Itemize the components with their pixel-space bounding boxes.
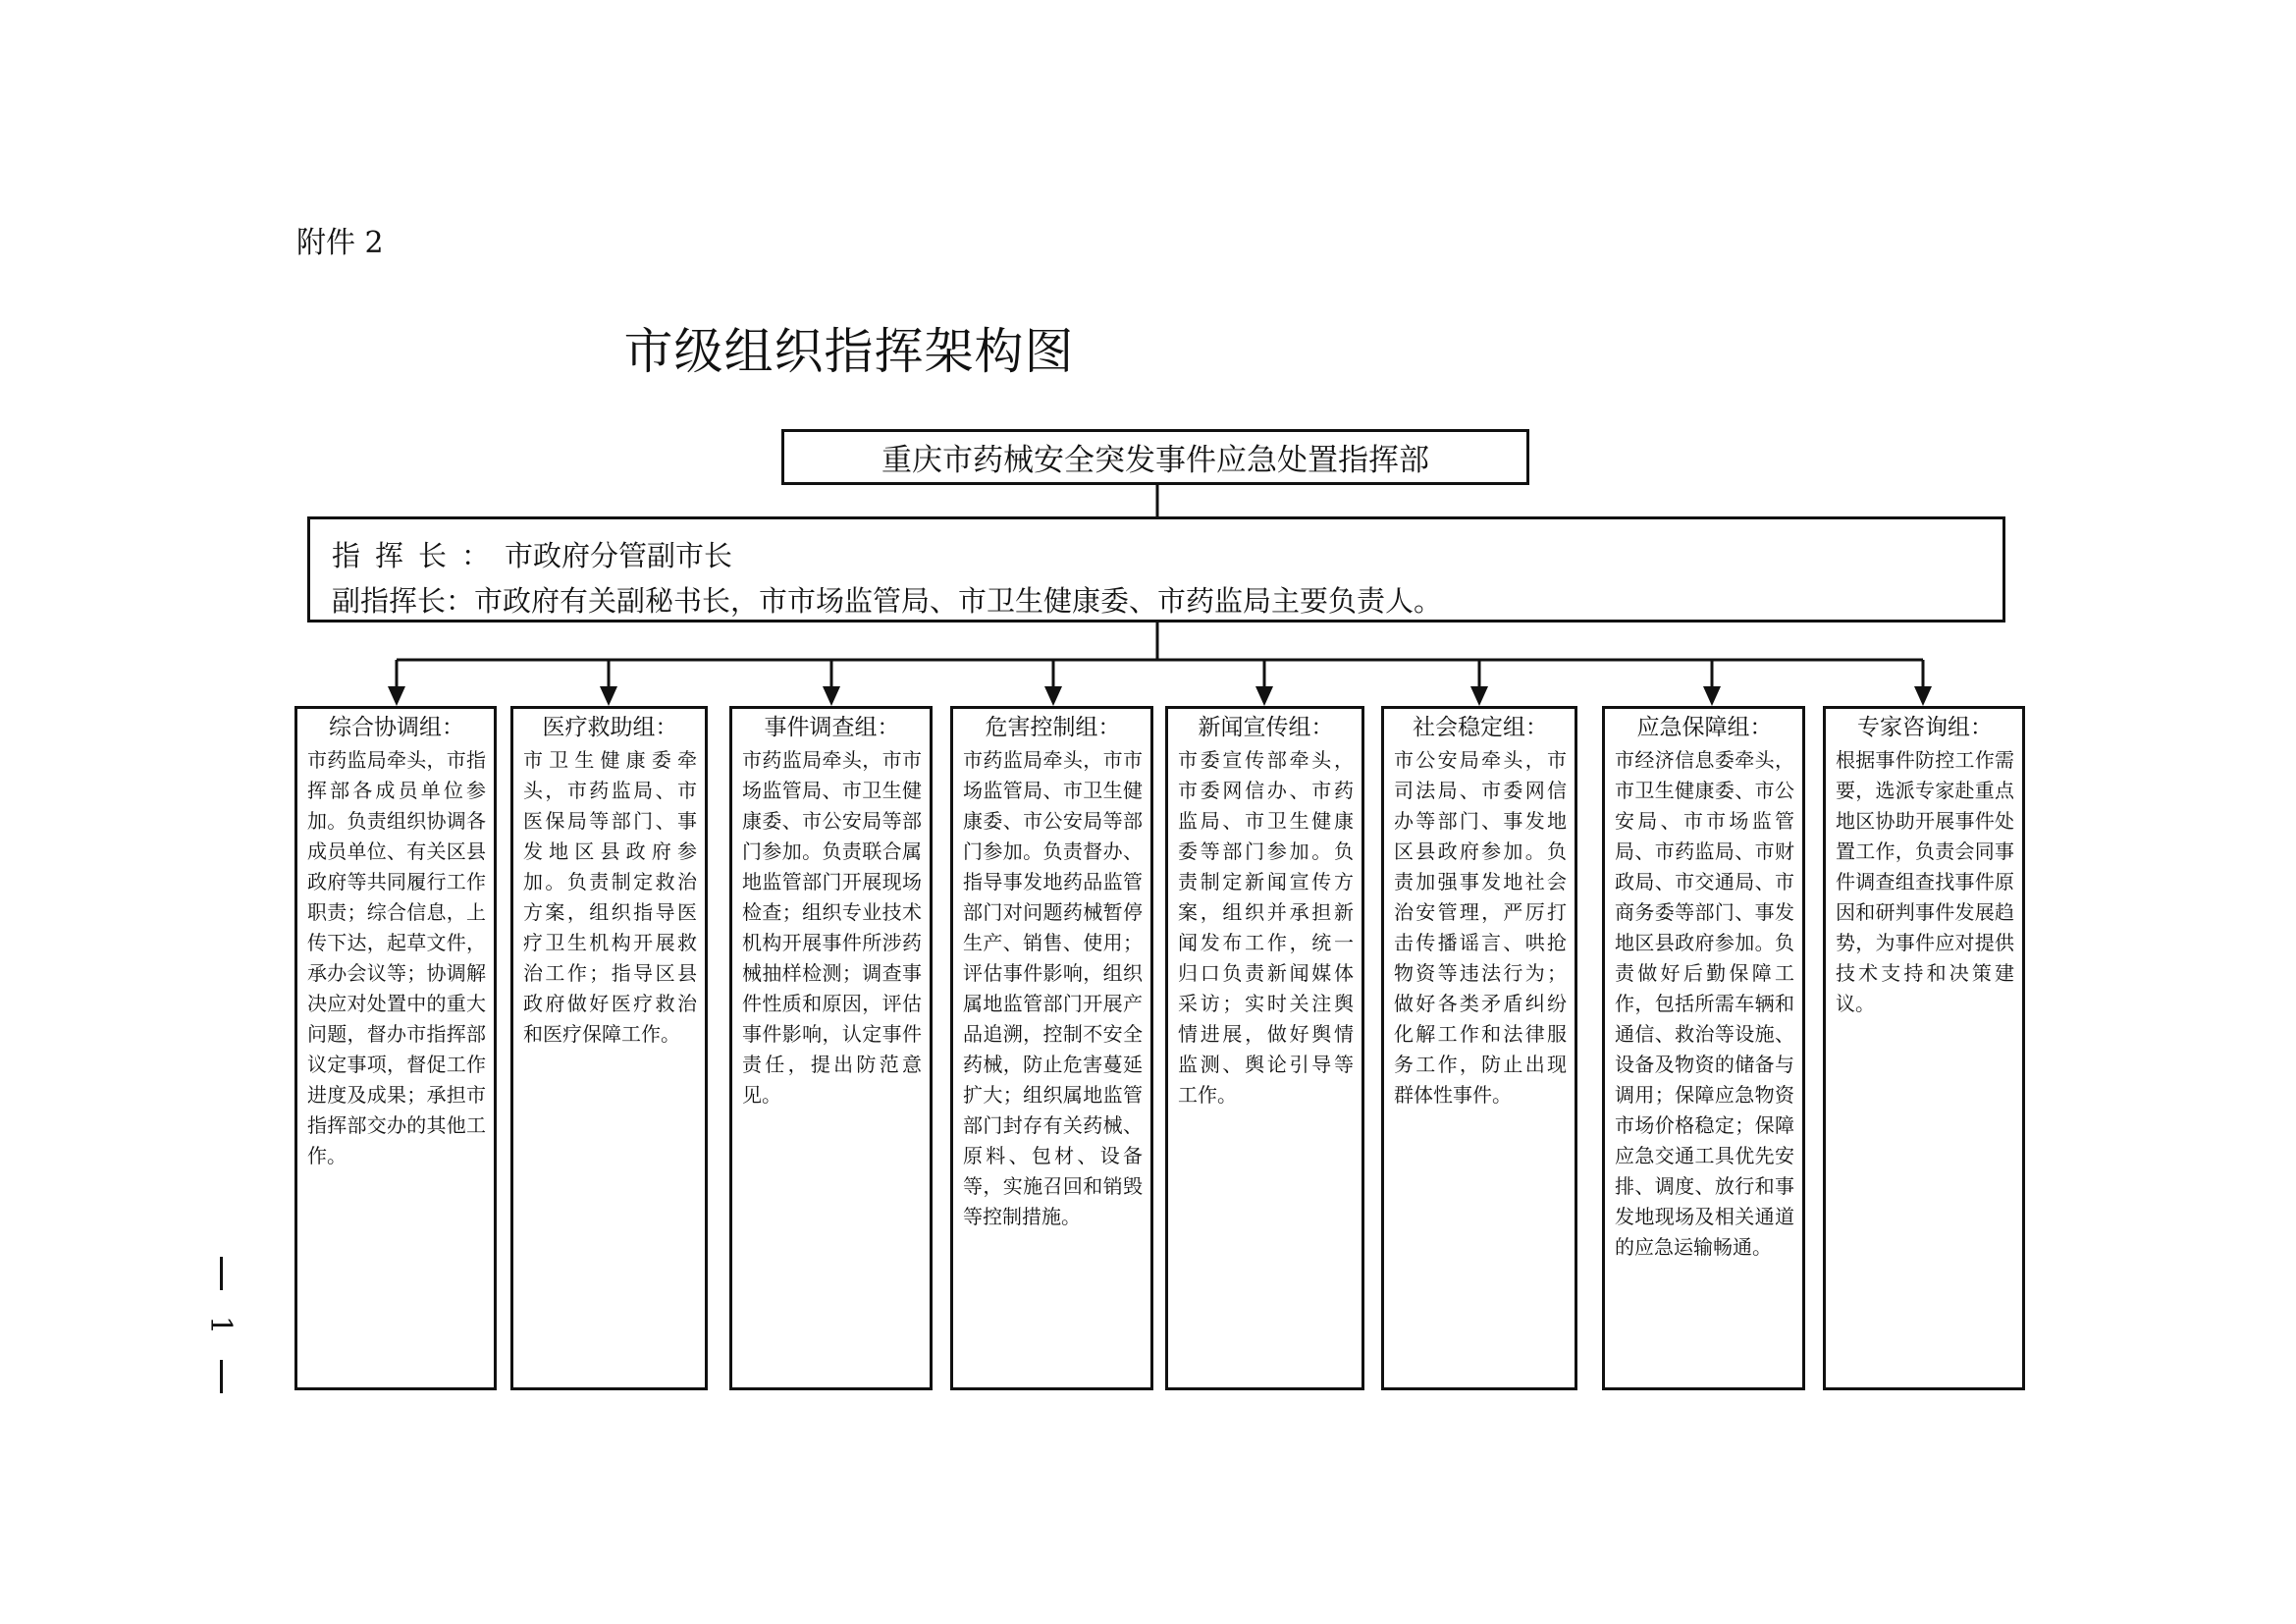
group-title: 新闻宣传组： [1198,715,1334,740]
commander-label: 指挥长： [332,539,506,572]
group-duties: 市药监局牵头，市市场监管局、市卫生健康委、市公安局等部门参加。负责联合属地监管部门开展现场检查；组织专业技术机构开展事件所涉药械抽样检测；调查事件性质和原因，评估事件影响，认定事件责任，提出防范意见。 [742,748,922,1107]
group-title: 危害控制组： [985,715,1121,740]
group-duties: 市药监局牵头，市市场监管局、市卫生健康委、市公安局等部门参加。负责督办、指导事发地药品监管部门对问题药械暂停生产、销售、使用；评估事件影响，组织属地监管部门开展产品追溯，控制不安全药械，防止危害蔓延扩大；组织属地监管部门封存有关药械、原料、包材、设备等，实施召回和销毁等控制措施。 [963,748,1143,1228]
group-duties: 市药监局牵头，市指挥部各成员单位参加。负责组织协调各成员单位、有关区县政府等共同履行工作职责；综合信息，上传下达，起草文件，承办会议等；协调解决应对处置中的重大问题，督办市指挥部议定事项，督促工作进度及成果；承担市指挥部交办的其他工作。 [307,748,486,1167]
group-box-investigation [729,706,933,1390]
group-title: 医疗救助组： [542,715,678,740]
group-duties: 市委宣传部牵头，市委网信办、市药监局、市卫生健康委等部门参加。负责制定新闻宣传方案，组织并承担新闻发布工作，统一归口负责新闻媒体采访；实时关注舆情进展，做好舆情监测、舆论引导等工作。 [1178,748,1354,1107]
group-box-medical-rescue [510,706,708,1390]
page-number-marker [203,1257,239,1393]
headquarters-label: 重庆市药械安全突发事件应急处置指挥部 [881,443,1429,478]
group-arrows [388,660,1932,706]
group-duties: 市卫生健康委牵头，市药监局、市医保局等部门、事发地区县政府参加。负责制定救治方案，组织指导医疗卫生机构开展救治工作；指导区县政府做好医疗救治和医疗保障工作。 [523,748,697,1046]
page-number-dash [220,1257,223,1290]
arrow-head [1255,686,1273,706]
group-box-hazard-control [950,706,1153,1390]
group-box-coordination [294,706,497,1390]
group-box-expert-consultation [1823,706,2025,1390]
group-box-emergency-support [1602,706,1805,1390]
group-duties: 根据事件防控工作需要，选派专家赴重点地区协助开展事件处置工作，负责会同事件调查组查找事件原因和研判事件发展趋势，为事件应对提供技术支持和决策建议。 [1836,748,2014,1015]
group-title: 综合协调组： [329,715,464,740]
page-number: 1 [203,1315,239,1335]
arrow-head [1044,686,1062,706]
arrow-head [1470,686,1488,706]
group-duties: 市公安局牵头，市司法局、市委网信办等部门、事发地区县政府参加。负责加强事发地社会治安管理，严厉打击传播谣言、哄抢物资等违法行为；做好各类矛盾纠纷化解工作和法律服务工作，防止出现群体性事件。 [1394,748,1567,1107]
group-box-social-stability [1381,706,1577,1390]
arrow-head [1914,686,1932,706]
chart-title: 市级组织指挥架构图 [623,323,1075,380]
commander-value: 市政府分管副市长 [505,539,733,572]
group-duties: 市经济信息委牵头，市卫生健康委、市公安局、市市场监管局、市药监局、市财政局、市交通局、市商务委等部门、事发地区县政府参加。负责做好后勤保障工作，包括所需车辆和通信、救治等设施、设备及物资的储备与调用；保障应急物资市场价格稳定；保障应急交通工具优先安排、调度、放行和事发地现场及相关通道的应急运输畅通。 [1615,748,1794,1259]
arrow-head [388,686,405,706]
page-number-dash [220,1360,223,1393]
group-title: 应急保障组： [1636,715,1773,740]
attachment-label: 附件 2 [296,226,384,260]
deputy-commander-value: 市政府有关副秘书长，市市场监管局、市卫生健康委、市药监局主要负责人。 [474,584,1443,618]
arrow-head [1703,686,1721,706]
group-box-publicity [1165,706,1364,1390]
arrow-head [600,686,617,706]
group-title: 事件调查组： [764,715,900,740]
group-title: 社会稳定组： [1413,715,1548,740]
group-title: 专家咨询组： [1857,715,1993,740]
deputy-commander-label: 副指挥长： [332,584,475,618]
arrow-head [823,686,840,706]
